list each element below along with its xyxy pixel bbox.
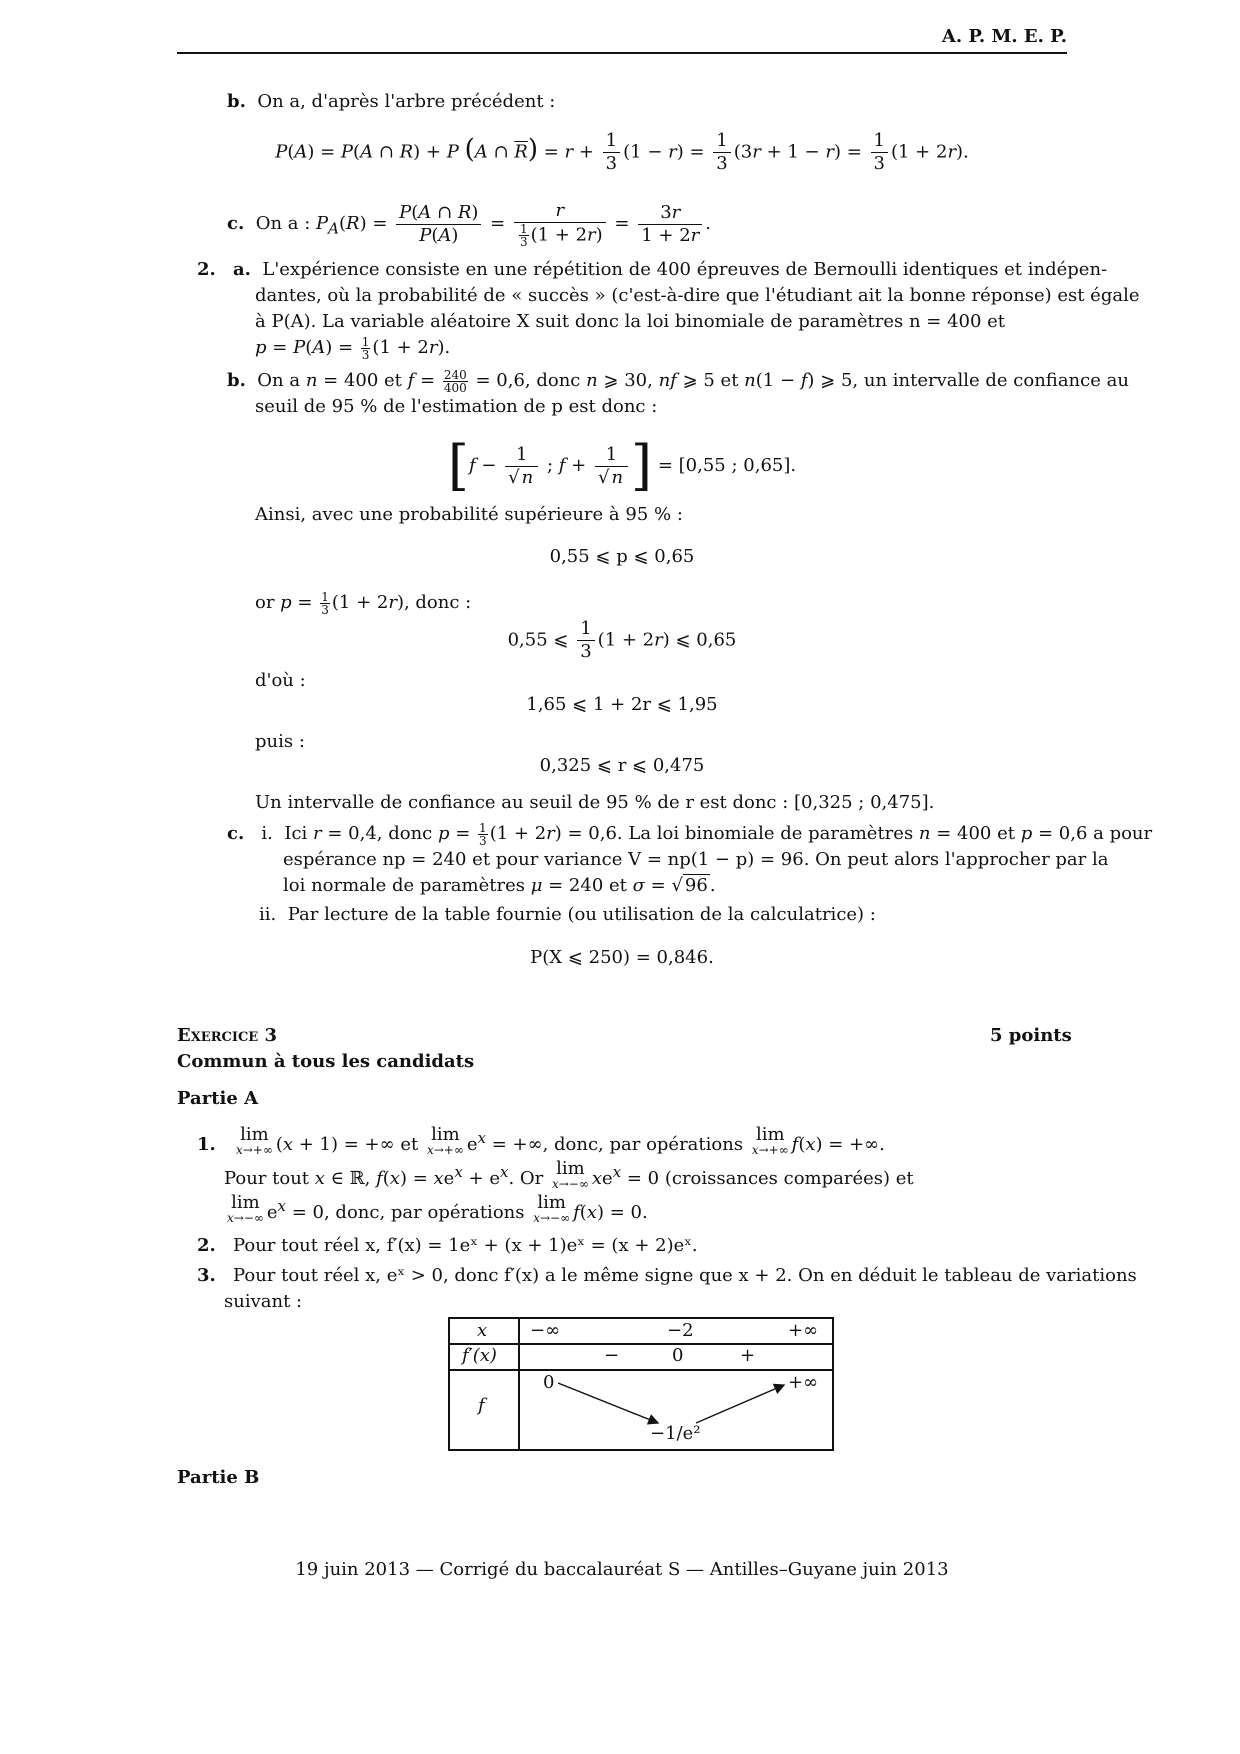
table-sign-minus: − xyxy=(604,1345,620,1366)
table-f-min: −1/e² xyxy=(650,1423,701,1444)
partie-a-title xyxy=(177,1086,258,1112)
ex3-q2-line xyxy=(197,1233,698,1259)
q2a-line2: dantes, où la probabilité de « succès » (c'est-à-dire que l'étudiant ait la bonne réponse) est égale xyxy=(255,285,1140,306)
q2a-text1: L'expérience consiste en une répétition de 400 épreuves de Bernoulli identiques et indépen- xyxy=(262,259,1108,280)
fprime-label-text: f′(x) xyxy=(462,1345,497,1366)
ineq-p: 0,55 ⩽ p ⩽ 0,65 xyxy=(549,546,695,567)
ex3-q3-line1 xyxy=(197,1263,1137,1289)
q2a-line3: à P(A). La variable aléatoire X suit donc la loi binomiale de paramètres n = 400 et xyxy=(255,311,1006,332)
part-b-intro: On a, d'après l'arbre précédent : xyxy=(257,91,556,112)
q2cii-text: Par lecture de la table fournie (ou utilisation de la calculatrice) : xyxy=(287,904,876,925)
partie-a-text: Partie A xyxy=(177,1088,259,1109)
x-label-text: x xyxy=(477,1320,488,1341)
table-sign-plus: + xyxy=(740,1345,756,1366)
variations-table xyxy=(448,1317,834,1451)
part-b-label: b. xyxy=(227,91,246,112)
variation-arrows xyxy=(450,1319,832,1449)
conclusion-text: Un intervalle de confiance au seuil de 95 % de r est donc : [0,325 ; 0,475]. xyxy=(255,792,935,813)
partie-b-title xyxy=(177,1465,259,1491)
exercise3-title xyxy=(177,1023,277,1049)
or-line: or p = $\frac{1}{3}$ (1 + 2r), donc : xyxy=(255,589,472,617)
ex3-q1-line3: lim x→−∞ $e^x = 0$, donc, par opérations lim x→−∞ f(x) = 0. xyxy=(227,1192,648,1225)
cii-result: P(X ⩽ 250) = 0,846. xyxy=(530,947,714,968)
q2b-line2: seuil de 95 % de l'estimation de p est donc : xyxy=(255,396,658,417)
part-c-label: c. xyxy=(227,213,245,234)
puis-text: puis : xyxy=(255,731,305,752)
ex3-q1-line2: Pour tout x ∈ ℝ, $f(x) = xe^x + e^x$. Or lim x→−∞ $xe^x = 0$ (croissances comparées) et xyxy=(224,1158,914,1191)
exercise3-points xyxy=(990,1023,1072,1049)
increasing-arrow xyxy=(696,1385,784,1423)
q2b-line1: b. On a n = 400 et f = $\frac{240}{400}$ = 0,6, donc n ⩾ 30, nf ⩾ 5 et n(1 − f) ⩾ 5, un intervalle de confiance au xyxy=(227,367,1129,395)
q2ci-label: i. xyxy=(261,823,273,844)
table-f-start: 0 xyxy=(543,1372,555,1393)
q2cii-line xyxy=(259,902,876,928)
q2ci-line2: espérance np = 240 et pour variance V = np(1 − p) = 96. On peut alors l'approcher par la xyxy=(283,849,1109,870)
q2c-line1: c. i. Ici r = 0,4, donc p = $\frac{1}{3}$ (1 + 2r) = 0,6. La loi binomiale de paramètres n = 400 et p = 0,6 a pour xyxy=(227,820,1153,848)
ex3-q1-num: 1. xyxy=(197,1134,216,1155)
table-x-minus-inf: −∞ xyxy=(530,1320,561,1341)
partie-b-text: Partie B xyxy=(177,1467,260,1488)
formula-interval: [f − $\frac{1}{√ n}$ ; f + $\frac{1}{√ n}$ ] = [0,55 ; 0,65]. xyxy=(447,434,797,497)
q2c-label: c. xyxy=(227,823,245,844)
exercise3-subtitle xyxy=(177,1049,474,1075)
interval-result: = [0,55 ; 0,65]. xyxy=(657,455,797,476)
ainsi-text: Ainsi, avec une probabilité supérieure à 95 % : xyxy=(255,504,683,525)
q2cii-label: ii. xyxy=(259,904,277,925)
q2ci-line3: loi normale de paramètres μ = 240 et σ = √ 96 . xyxy=(283,875,716,896)
decreasing-arrow xyxy=(558,1383,658,1423)
exercise3-title-text: Exercice 3 xyxy=(177,1025,277,1046)
part-c-line: c. On a : $P_A(R)$ = $\frac{P(A \cap R)}{P(A)}$ = r $\frac{1}{3}$ (1 + 2r) = $\frac{3r}{1 + 2r}$ . xyxy=(227,200,711,249)
exercise3-subtitle-text: Commun à tous les candidats xyxy=(177,1051,475,1072)
q2a-line1 xyxy=(197,257,1107,283)
header-apmep: A. P. M. E. P. xyxy=(941,26,1067,47)
table-x-minus-2: −2 xyxy=(667,1320,694,1341)
footer: 19 juin 2013 — Corrigé du baccalauréat S — Antilles–Guyane juin 2013 xyxy=(295,1559,949,1580)
q2a-line4: p = P(A) = $\frac{1}{3}$ (1 + 2r). xyxy=(255,334,451,362)
ex3-q3-line2: suivant : xyxy=(224,1291,303,1312)
table-sign-zero: 0 xyxy=(672,1345,684,1366)
ex3-q1-line1: 1. lim x→+∞ (x + 1) = +∞ et lim x→+∞ $e^x$ = +∞, donc, par opérations lim x→+∞ f(x) = +∞. xyxy=(197,1124,885,1157)
ineq-r3: 0,325 ⩽ r ⩽ 0,475 xyxy=(539,755,705,776)
formula-pa: P(A) = P(A ∩ R) + P (A ∩ $\overline{R}) = r$ + $\frac{1}{3}$ (1 − r) = $\frac{1}{3}$ (3r + 1 − r) = $\frac{1}{3}$ (1 + 2r). xyxy=(275,130,969,174)
f-label-text: f xyxy=(478,1395,485,1416)
ineq-r1: 0,55 ⩽ $\frac{1}{3}$ (1 + 2r) ⩽ 0,65 xyxy=(507,618,737,662)
part-b-line xyxy=(227,89,555,115)
part-c-intro: On a : xyxy=(255,213,311,234)
ineq-r2: 1,65 ⩽ 1 + 2r ⩽ 1,95 xyxy=(526,694,718,715)
ex3-q3-text1: Pour tout réel x, eˣ > 0, donc f′(x) a le même signe que x + 2. On en déduit le tableau de variations xyxy=(232,1265,1137,1286)
ex3-q2-num: 2. xyxy=(197,1235,216,1256)
table-f-end: +∞ xyxy=(788,1372,819,1393)
ex3-q2-text: Pour tout réel x, f′(x) = 1eˣ + (x + 1)eˣ = (x + 2)eˣ. xyxy=(232,1235,698,1256)
exercise3-points-text: 5 points xyxy=(990,1025,1072,1046)
q2-num: 2. xyxy=(197,259,216,280)
q2a-label: a. xyxy=(232,259,251,280)
ex3-q3-num: 3. xyxy=(197,1265,216,1286)
q2b-label: b. xyxy=(227,370,246,391)
page-header xyxy=(177,24,1067,54)
or-text: , donc : xyxy=(403,592,472,613)
dou-text: d'où : xyxy=(255,670,306,691)
table-x-plus-inf: +∞ xyxy=(788,1320,819,1341)
